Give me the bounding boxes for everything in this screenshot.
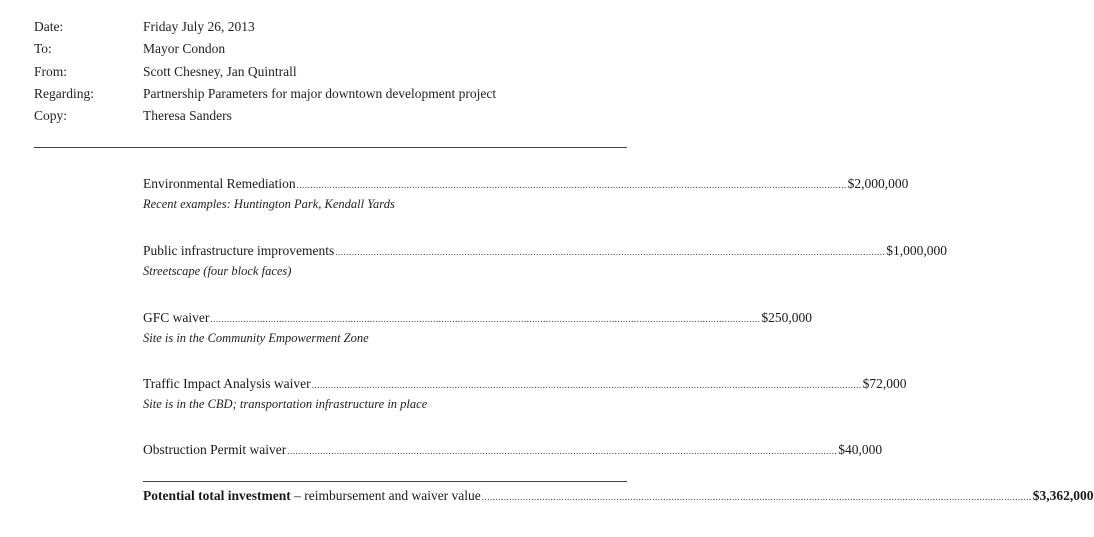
item-obstruction-permit-waiver: [143, 442, 883, 458]
item-label: GFC waiver: [143, 310, 210, 325]
item-traffic-impact-waiver: [143, 376, 907, 412]
item-label: Public infrastructure improvements: [143, 243, 335, 258]
from-label: From:: [34, 63, 68, 79]
item-label: Obstruction Permit waiver: [143, 442, 287, 457]
item-label: Environmental Remediation: [143, 176, 296, 191]
item-amount: $2,000,000: [847, 176, 909, 191]
item-gfc-waiver: [143, 310, 812, 346]
dot-leader: ........................................................................................................................................................................................................: [287, 446, 838, 456]
regarding-label: Regarding:: [34, 86, 94, 102]
date-value: Friday July 26, 2013: [143, 19, 255, 35]
header-row-regarding: [34, 83, 634, 105]
dot-leader: ........................................................................................................................................................................................................: [335, 247, 886, 257]
total-label-rest: – reimbursement and waiver value: [290, 488, 481, 503]
item-note: Recent examples: Huntington Park, Kendall Yards: [143, 197, 395, 211]
item-note: Streetscape (four block faces): [143, 264, 292, 278]
header-divider: [34, 147, 627, 148]
item-environmental-remediation: [143, 176, 909, 212]
dot-leader: ........................................................................................................................................................................................................: [311, 380, 862, 390]
header-row-from: [34, 61, 634, 83]
copy-value: Theresa Sanders: [143, 108, 232, 124]
regarding-value: Partnership Parameters for major downtown development project: [143, 86, 497, 102]
total-label: [143, 488, 481, 504]
item-label: Traffic Impact Analysis waiver: [143, 376, 311, 391]
from-value: Scott Chesney, Jan Quintrall: [143, 63, 297, 79]
item-note: Site is in the Community Empowerment Zone: [143, 331, 369, 345]
to-value: Mayor Condon: [143, 41, 226, 57]
to-label: To:: [34, 41, 52, 57]
total-divider: [143, 481, 627, 482]
memo-header: [34, 16, 634, 127]
header-row-to: [34, 38, 634, 60]
header-row-copy: [34, 105, 634, 127]
header-row-date: [34, 16, 634, 38]
copy-label: Copy:: [34, 108, 68, 124]
total-amount: $3,362,000: [1032, 488, 1094, 503]
total-investment: [143, 488, 1094, 504]
total-label-bold: Potential total investment: [143, 488, 291, 503]
item-amount: $72,000: [862, 376, 907, 391]
item-amount: $250,000: [761, 310, 812, 325]
dot-leader: ........................................................................................................................................................................................................: [481, 492, 1032, 502]
dot-leader: ........................................................................................................................................................................................................: [210, 314, 761, 324]
date-label: Date:: [34, 19, 64, 35]
item-note: Site is in the CBD; transportation infrastructure in place: [143, 397, 428, 411]
dot-leader: ........................................................................................................................................................................................................: [296, 180, 847, 190]
item-amount: $1,000,000: [886, 243, 947, 258]
item-public-infrastructure: [143, 243, 947, 279]
item-amount: $40,000: [838, 442, 883, 457]
